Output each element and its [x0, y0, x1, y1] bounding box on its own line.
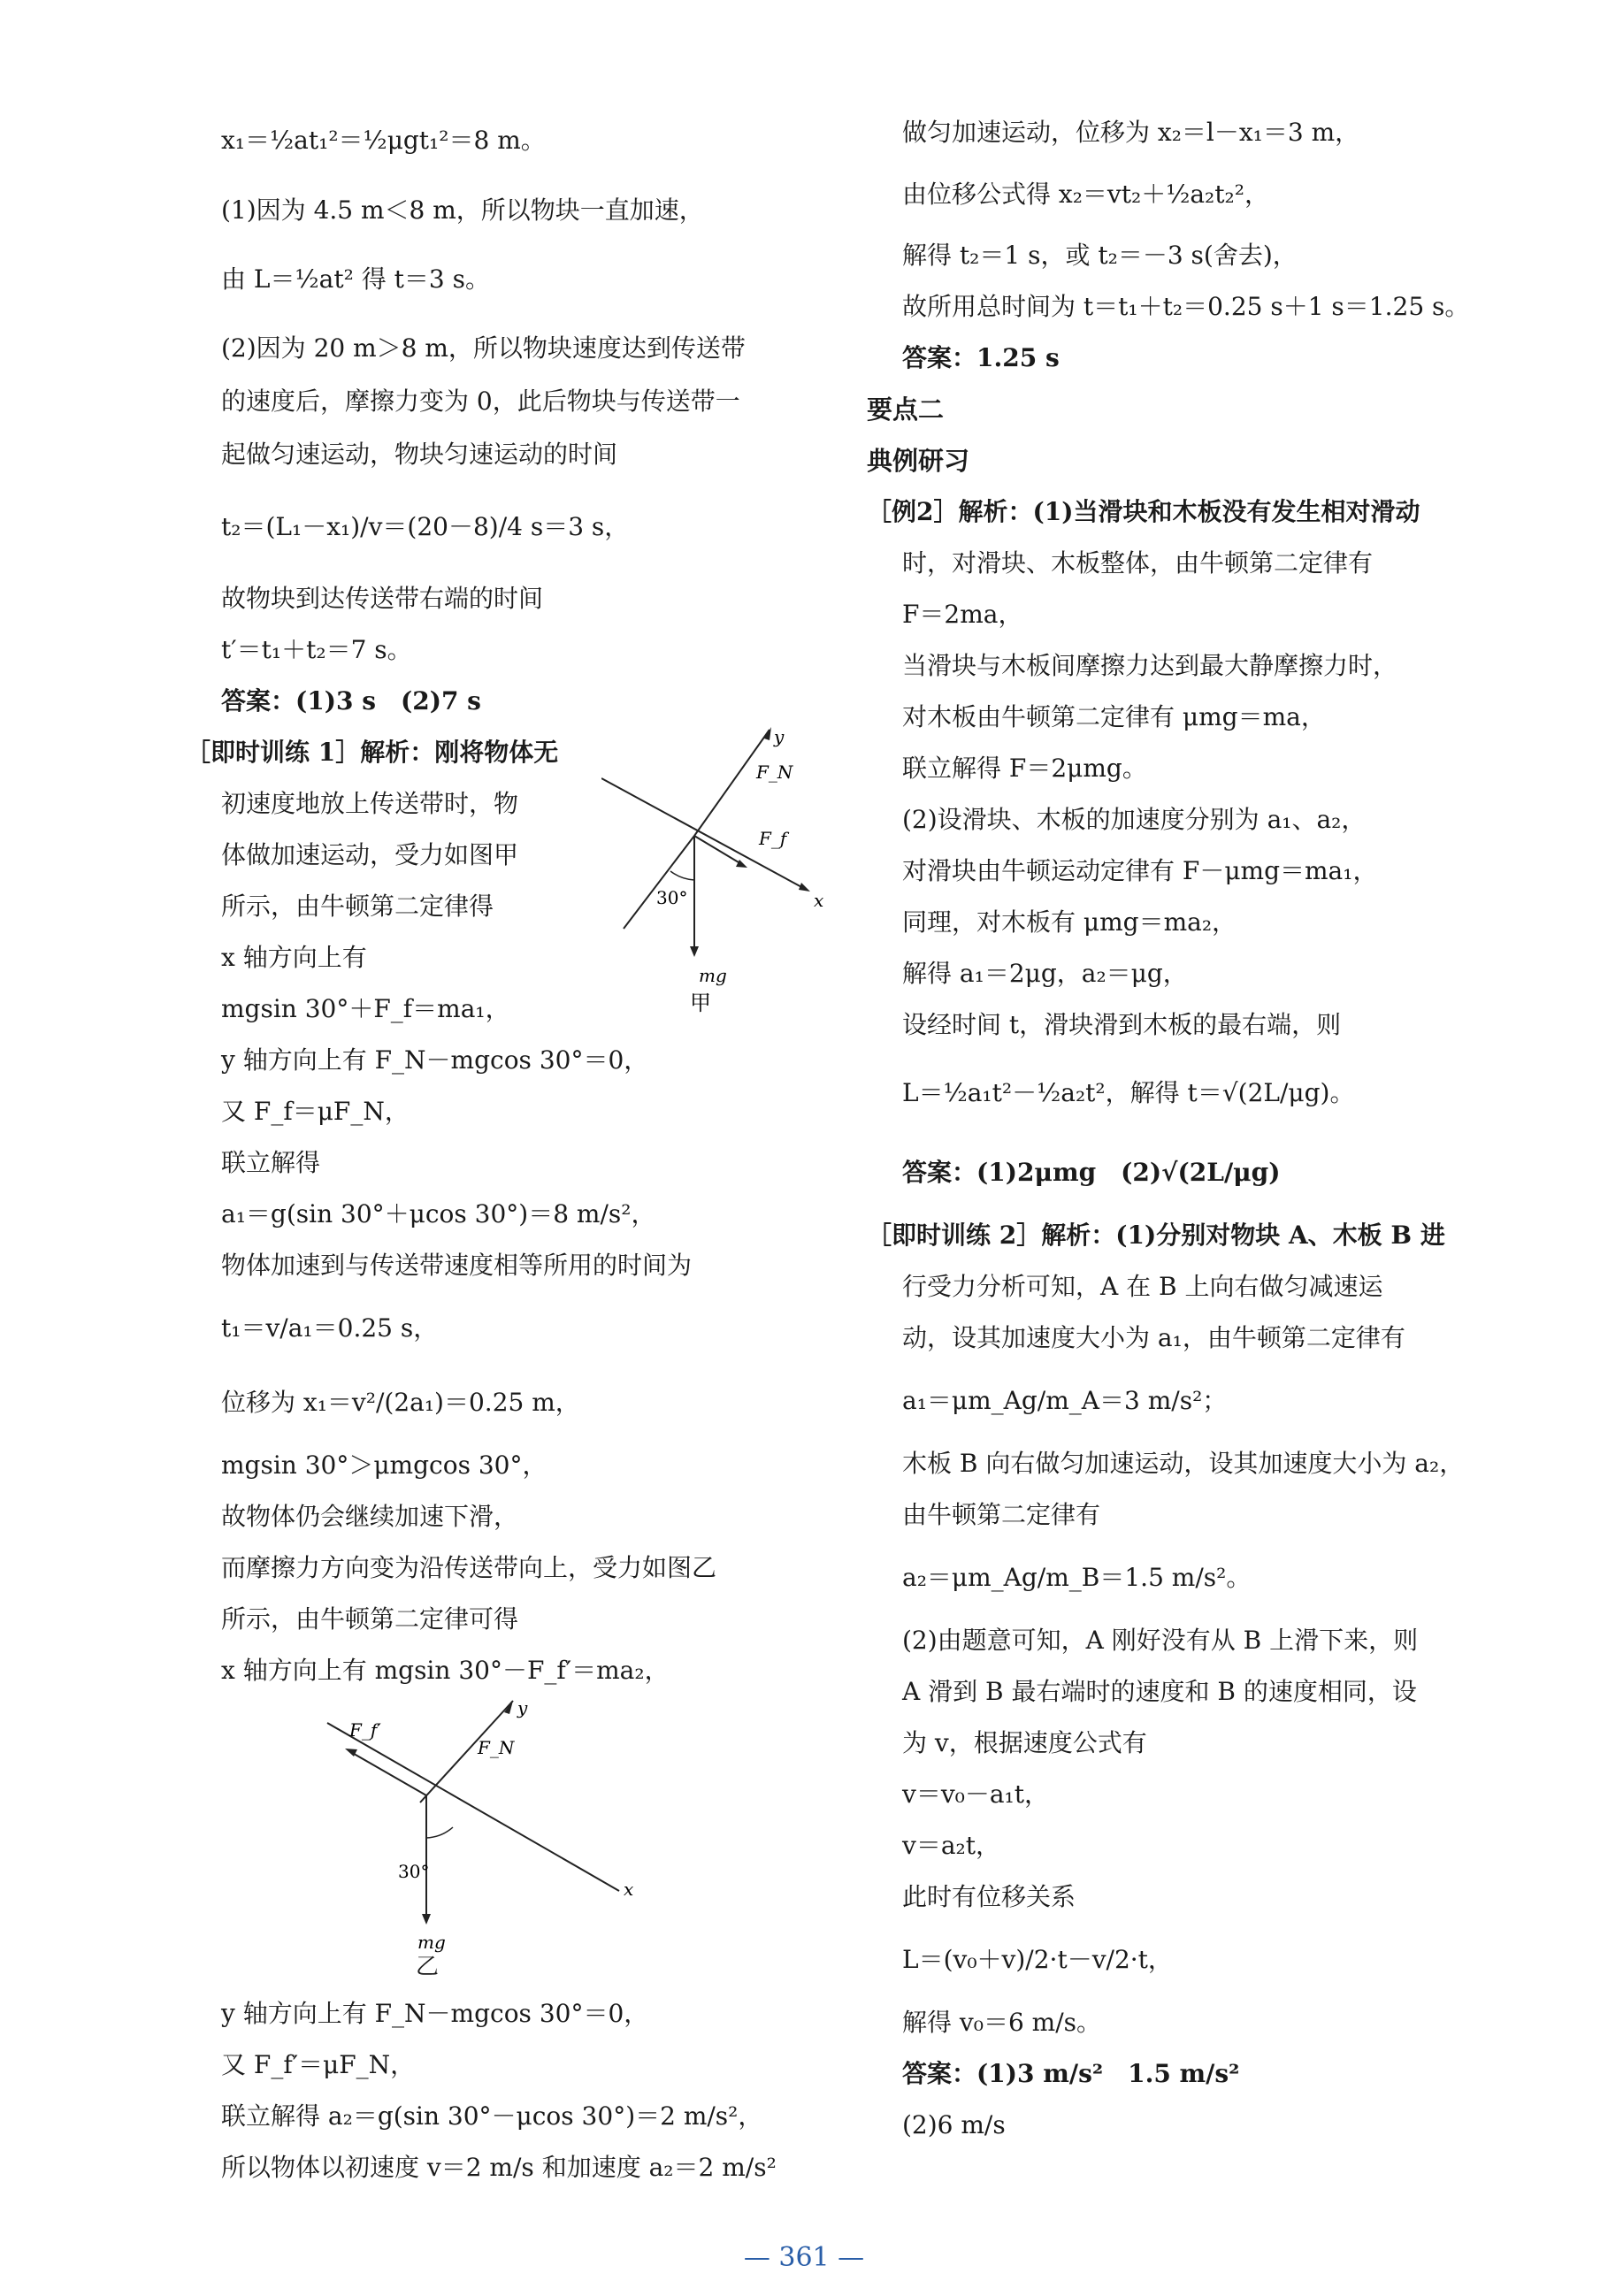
left-jishi1-line: a₁＝g(sin 30°＋μcos 30°)＝8 m/s²，	[221, 1199, 656, 1228]
fig-jia-fn: F_N	[756, 762, 793, 783]
page-number: — 361 —	[743, 2242, 865, 2273]
figure-jia	[601, 725, 884, 1017]
right-column-line: 为 v，根据速度公式有	[902, 1728, 1147, 1757]
fig-yi-x: x	[624, 1879, 634, 1900]
right-column-line: F＝2ma，	[902, 600, 1023, 629]
left-column-line: t₂＝(L₁－x₁)/v＝(20－8)/4 s＝3 s，	[221, 512, 630, 541]
fig-jia-mg: mg	[699, 965, 727, 986]
left-jishi1-line: 又 F_f＝μF_N，	[221, 1097, 410, 1126]
left-jishi1-line: 体做加速运动，受力如图甲	[221, 840, 519, 869]
right-column-line: (2)由题意可知，A 刚好没有从 B 上滑下来，则	[902, 1626, 1419, 1655]
right-column-line: ［例2］解析：(1)当滑块和木板没有发生相对滑动	[867, 497, 1420, 526]
left-after-fig-line: 又 F_f′＝μF_N，	[221, 2050, 416, 2079]
right-column-line: 木板 B 向右做匀加速运动，设其加速度大小为 a₂，	[902, 1449, 1465, 1478]
left-jishi1-line: 联立解得	[221, 1148, 321, 1177]
right-column-line: ［即时训练 2］解析：(1)分别对物块 A、木板 B 进	[867, 1221, 1445, 1250]
fig-jia-angle: 30°	[656, 887, 688, 908]
right-column-line: 做匀加速运动，位移为 x₂＝l－x₁＝3 m，	[902, 118, 1360, 147]
right-column-line: (2)设滑块、木板的加速度分别为 a₁、a₂，	[902, 805, 1367, 834]
left-jishi1-line: 而摩擦力方向变为沿传送带向上，受力如图乙	[221, 1553, 717, 1582]
fig-jia-caption: 甲	[690, 991, 711, 1015]
left-column-line: (1)因为 4.5 m＜8 m，所以物块一直加速，	[221, 195, 704, 225]
right-column-line: A 滑到 B 最右端时的速度和 B 的速度相同，设	[902, 1677, 1417, 1706]
left-column-line: 答案：(1)3 s (2)7 s	[221, 686, 481, 716]
right-column-line: 对木板由牛顿第二定律有 μmg＝ma，	[902, 702, 1326, 731]
left-column-line: x₁＝½at₁²＝½μgt₁²＝8 m。	[221, 126, 546, 155]
right-column-line: 要点二	[867, 394, 945, 425]
right-column-line: 答案：(1)3 m/s² 1.5 m/s²	[902, 2059, 1240, 2088]
right-column-line: 时，对滑块、木板整体，由牛顿第二定律有	[902, 548, 1374, 578]
left-jishi1-line: 初速度地放上传送带时，物	[221, 789, 519, 818]
right-column-line: 故所用总时间为 t＝t₁＋t₂＝0.25 s＋1 s＝1.25 s。	[902, 292, 1470, 321]
right-column-line: (2)6 m/s	[902, 2110, 1006, 2139]
right-column-line: 解得 a₁＝2μg，a₂＝μg，	[902, 959, 1188, 988]
left-column-line: 起做匀速运动，物块匀速运动的时间	[221, 440, 618, 469]
fig-jia-x: x	[814, 890, 824, 911]
right-column-line: 解得 v₀＝6 m/s。	[902, 2008, 1102, 2037]
left-jishi1-line: 物体加速到与传送带速度相等所用的时间为	[221, 1251, 693, 1280]
right-column-line: a₁＝μm_Ag/m_A＝3 m/s²；	[902, 1386, 1228, 1415]
right-column-line: 答案：(1)2μmg (2)√(2L/μg)	[902, 1158, 1281, 1187]
fig-yi-mg: mg	[417, 1932, 446, 1953]
right-column-line: L＝½a₁t²－½a₂t²，解得 t＝√(2L/μg)。	[902, 1078, 1355, 1107]
left-jishi1-line: x 轴方向上有 mgsin 30°－F_f′＝ma₂，	[221, 1656, 670, 1685]
right-column-line: 行受力分析可知，A 在 B 上向右做匀减速运	[902, 1272, 1383, 1301]
fig-yi-ff: F_f′	[349, 1719, 381, 1741]
right-column-line: 对滑块由牛顿运动定律有 F－μmg＝ma₁，	[902, 856, 1378, 885]
left-column-line: 故物块到达传送带右端的时间	[221, 584, 544, 613]
left-column	[186, 106, 867, 2193]
right-column-line: L＝(v₀＋v)/2·t－v/2·t，	[902, 1945, 1173, 1974]
fig-jia-ff: F_f	[759, 828, 787, 849]
right-column-line: 由位移公式得 x₂＝vt₂＋½a₂t₂²，	[902, 180, 1269, 209]
left-column-line: 由 L＝½at² 得 t＝3 s。	[221, 264, 490, 294]
left-jishi1-line: ［即时训练 1］解析：刚将物体无	[186, 738, 559, 767]
right-column-line: v＝a₂t，	[902, 1831, 1000, 1860]
right-column-line: 同理，对木板有 μmg＝ma₂，	[902, 907, 1237, 937]
left-after-fig-line: 联立解得 a₂＝g(sin 30°－μcos 30°)＝2 m/s²，	[221, 2101, 763, 2131]
left-column-line: (2)因为 20 m＞8 m，所以物块速度达到传送带	[221, 333, 746, 363]
figure-yi	[221, 1696, 867, 1980]
left-jishi1-line: mgsin 30°＞μmgcos 30°，	[221, 1450, 547, 1480]
right-column-line: a₂＝μm_Ag/m_B＝1.5 m/s²。	[902, 1563, 1252, 1592]
right-column-line: 由牛顿第二定律有	[902, 1500, 1101, 1529]
right-column-line: v＝v₀－a₁t，	[902, 1779, 1050, 1809]
left-jishi1-line: 位移为 x₁＝v²/(2a₁)＝0.25 m，	[221, 1388, 580, 1417]
right-column-line: 典例研习	[867, 446, 970, 476]
fig-yi-angle: 30°	[398, 1861, 430, 1882]
force-diagram-yi	[221, 1696, 867, 1962]
fig-yi-caption: 乙	[416, 1954, 440, 1980]
left-jishi1-line: 所示，由牛顿第二定律可得	[221, 1604, 519, 1634]
fig-yi-fn: F_N	[478, 1737, 515, 1758]
force-diagram-jia	[601, 725, 884, 1017]
right-column-line: 此时有位移关系	[902, 1882, 1076, 1911]
right-column	[867, 106, 1557, 2151]
right-column-line: 当滑块与木板间摩擦力达到最大静摩擦力时，	[902, 651, 1398, 680]
left-jishi1-line: x 轴方向上有	[221, 943, 367, 972]
left-jishi1-line: 所示，由牛顿第二定律得	[221, 892, 494, 921]
left-jishi1-line: mgsin 30°＋F_f＝ma₁，	[221, 994, 510, 1023]
left-after-fig-line: y 轴方向上有 F_N－mgcos 30°＝0，	[221, 1999, 649, 2028]
left-column-line: t′＝t₁＋t₂＝7 s。	[221, 635, 412, 664]
left-jishi1-line: y 轴方向上有 F_N－mgcos 30°＝0，	[221, 1045, 649, 1075]
right-column-line: 解得 t₂＝1 s，或 t₂＝－3 s(舍去)，	[902, 241, 1298, 270]
right-column-line: 动，设其加速度大小为 a₁，由牛顿第二定律有	[902, 1323, 1405, 1352]
left-jishi1-line: 故物体仍会继续加速下滑，	[221, 1502, 519, 1531]
right-column-line: 联立解得 F＝2μmg。	[902, 754, 1147, 783]
left-column-line: 的速度后，摩擦力变为 0，此后物块与传送带一	[221, 386, 740, 416]
fig-jia-y: y	[774, 726, 785, 747]
left-jishi1-line: t₁＝v/a₁＝0.25 s，	[221, 1313, 439, 1343]
fig-yi-y: y	[517, 1697, 528, 1718]
left-after-fig-line: 所以物体以初速度 v＝2 m/s 和加速度 a₂＝2 m/s²	[221, 2153, 777, 2182]
right-column-line: 答案：1.25 s	[902, 343, 1060, 372]
right-column-line: 设经时间 t，滑块滑到木板的最右端，则	[902, 1010, 1342, 1039]
